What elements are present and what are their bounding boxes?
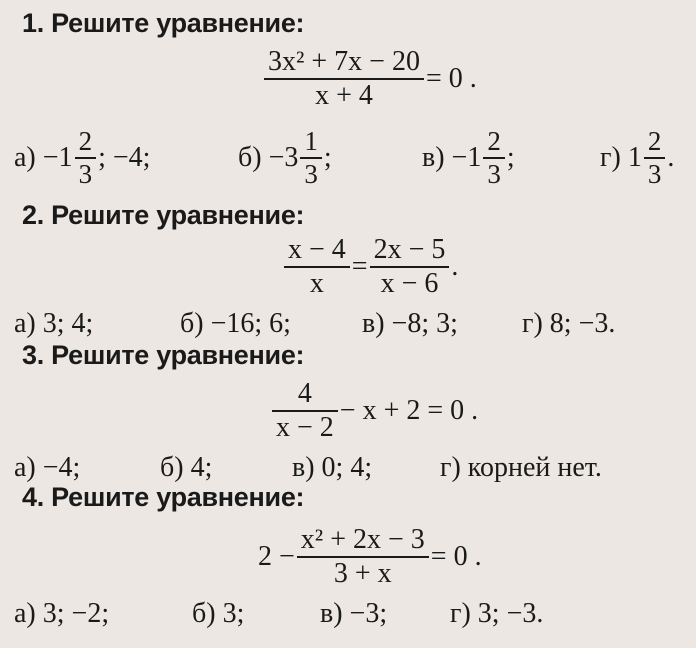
problem-2-option-a: а) 3; 4; (14, 308, 94, 339)
problem-1-title: 1. Решите уравнение: (22, 8, 305, 38)
problem-4-equation: 2 − $\frac{\text{x² + 2x − 3}}{3 + x}$ = 0 . (258, 524, 482, 590)
problem-1-option-v: в) −1 $\frac{2}{3}$ ; (422, 126, 515, 190)
problem-4-fraction: $\frac{\text{x² + 2x − 3}}{3 + x}$ (297, 524, 429, 590)
problem-2-equation: $\frac{x - 4}{x}$ = $\frac{2x - 5}{x - 6}$ . (282, 234, 458, 300)
problem-3-option-a: а) −4; (14, 452, 81, 483)
problem-3-option-g: г) корней нет. (440, 452, 602, 483)
problem-4-option-b: б) 3; (192, 598, 245, 629)
problem-4-option-a: а) 3; −2; (14, 598, 110, 629)
problem-1-option-b: б) −3 $\frac{1}{3}$ ; (238, 126, 332, 190)
problem-1-option-a: а) −1 $\frac{2}{3}$ ; −4; (14, 126, 151, 190)
problem-4-option-g: г) 3; −3. (450, 598, 544, 629)
problem-1-fraction (264, 46, 424, 112)
problem-4-title: 4. Решите уравнение: (22, 482, 305, 512)
problem-1-option-g: г) 1 $\frac{2}{3}$ . (600, 126, 675, 190)
problem-1-equation (262, 46, 477, 112)
problem-3-title: 3. Решите уравнение: (22, 340, 305, 370)
problem-3-equation: $\frac{4}{x - 2}$ − x + 2 = 0 . (270, 378, 478, 444)
problem-4-option-v: в) −3; (320, 598, 388, 629)
problem-2-option-g: г) 8; −3. (522, 308, 616, 339)
problem-2-option-v: в) −8; 3; (362, 308, 458, 339)
problem-3-option-v: в) 0; 4; (292, 452, 373, 483)
problem-1-rhs: = 0 . (425, 63, 477, 95)
problem-2-left-fraction: $\frac{x - 4}{x}$ (284, 234, 350, 300)
problem-2-title: 2. Решите уравнение: (22, 200, 305, 230)
problem-1-numerator: 3x² + 7x − 20 (268, 46, 420, 77)
problem-2-right-fraction: $\frac{2x - 5}{x - 6}$ (370, 234, 450, 300)
problem-3-option-b: б) 4; (160, 452, 213, 483)
problem-2-option-b: б) −16; 6; (180, 308, 291, 339)
problem-3-fraction: $\frac{4}{x - 2}$ (272, 378, 338, 444)
problem-1-denominator: x + 4 (315, 80, 373, 112)
